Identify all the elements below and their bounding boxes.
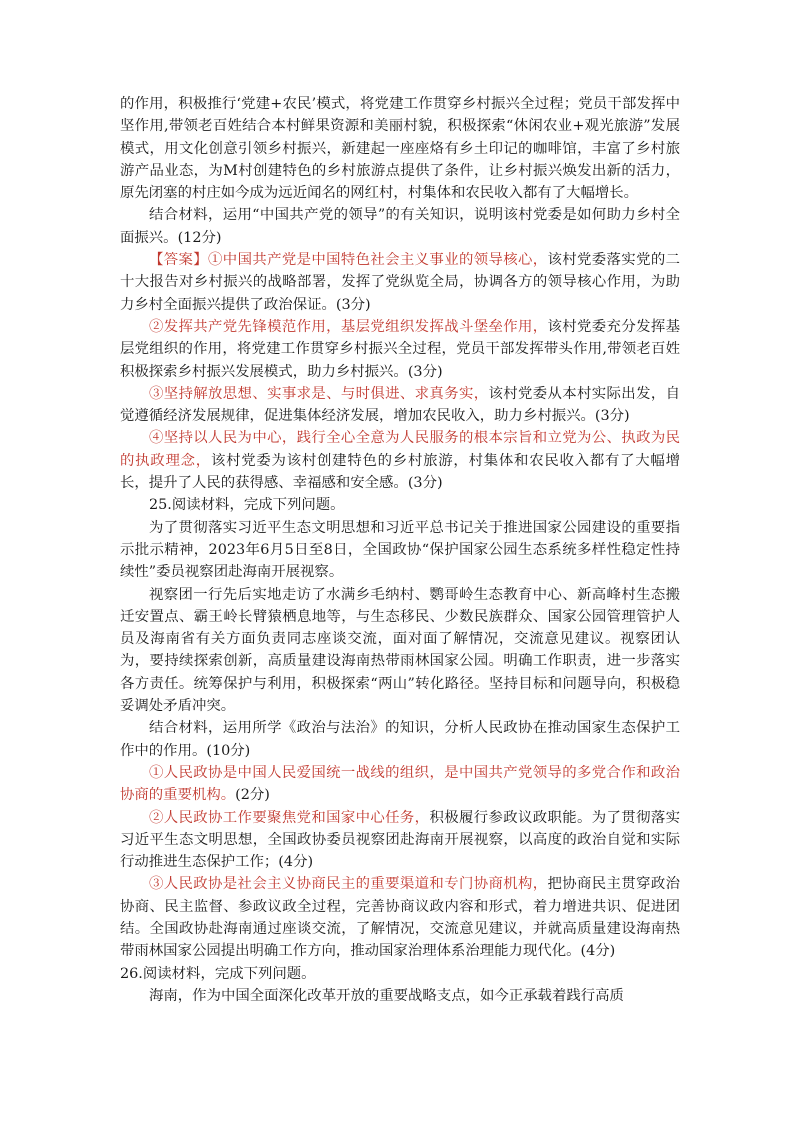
answer-25-point-1 [120, 762, 680, 807]
answer-keypoint: ②人民政协工作要聚焦党和国家中心任务， [149, 809, 430, 826]
answer-keypoint: ③坚持解放思想、实事求是、与时俱进、求真务实， [149, 385, 489, 402]
material-26-paragraph-1: 海南，作为中国全面深化改革开放的重要战略支点，如今正承载着践行高质 [149, 987, 624, 1004]
answer-explanation: 该村党委充分发挥基层党组织的作用，将党建工作贯穿乡村振兴全过程，党员干部发挥带头作用,带领老百姓积极探索乡村振兴发展模式，助力乡村振兴。(3分) [120, 318, 680, 380]
document-body [120, 93, 680, 1007]
answer-explanation: 该村党委从本村实际出发，自觉遵循经济发展规律，促进集体经济发展，增加农民收入，助力乡村振兴。(3分) [120, 385, 680, 425]
question-25-heading: 25.阅读材料，完成下列问题。 [149, 497, 345, 514]
answer-keypoint: ③人民政协是社会主义协商民主的重要渠道和专门协商机构， [149, 876, 548, 893]
answer-point-2 [120, 316, 680, 383]
material-25-paragraph-1: 为了贯彻落实习近平生态文明思想和习近平总书记关于推进国家公园建设的重要指示批示精神，2023年6月5日至8日，全国政协“保护国家公园生态系统多样性稳定性持续性”委员视察团赴海南开展视察。 [120, 519, 680, 581]
paragraph-1: 的作用，积极推行‘党建+农民’模式，将党建工作贯穿乡村振兴全过程；党员干部发挥中坚作用,带领老百姓结合本村鲜果资源和美丽村貌，积极探索“休闲农业+观光旅游”发展模式，用文化创意引领乡村振兴，新建起一座座烙有乡土印记的咖啡馆，丰富了乡村旅游产品业态，为M村创建特色的乡村旅游点提供了条件，让乡村振兴焕发出新的活力，原先闭塞的村庄如今成为远近闻名的网红村，村集体和农民收入都有了大幅增长。 [120, 96, 680, 202]
material-25-paragraph-2: 视察团一行先后实地走访了水满乡毛纳村、鹦哥岭生态教育中心、新高峰村生态搬迁安置点、霸王岭长臂猿栖息地等，与生态移民、少数民族群众、国家公园管理管护人员及海南省有关方面负责同志座谈交流，面对面了解情况，交流意见建议。视察团认为，要持续探索创新，高质量建设海南热带雨林国家公园。明确工作职责，进一步落实各方责任。统筹保护与利用，积极探索“两山”转化路径。坚持目标和问题导向，积极稳妥调处矛盾冲突。 [120, 586, 680, 715]
answer-explanation: 把协商民主贯穿政治协商、民主监督、参政议政全过程，完善协商议政内容和形式，着力增进共识、促进团结。全国政协赴海南通过座谈交流，了解情况，交流意见建议，并就高质量建设海南热带雨林国家公园提出明确工作方向，推动国家治理体系治理能力现代化。(4分) [120, 876, 680, 960]
answer-tag: 【答案】 [149, 252, 209, 269]
question-24-prompt: 结合材料，运用“中国共产党的领导”的有关知识，说明该村党委是如何助力乡村全面振兴。(12分) [120, 207, 680, 246]
answer-keypoint: ④坚持以人民为中心，践行全心全意为人民服务的根本宗旨和立党为公、执政为民的执政理念， [120, 430, 680, 469]
question-25-prompt: 结合材料，运用所学《政治与法治》的知识，分析人民政协在推动国家生态保护工作中的作用。(10分) [120, 720, 680, 759]
question-26-heading: 26.阅读材料，完成下列问题。 [120, 965, 316, 982]
answer-explanation: 积极履行参政议政职能。为了贯彻落实习近平生态文明思想，全国政协委员视察团赴海南开展视察，以高度的政治自觉和实际行动推进生态保护工作；(4分) [120, 809, 680, 871]
answer-explanation: 该村党委落实党的二十大报告对乡村振兴的战略部署，发挥了党纵览全局，协调各方的领导核心作用，为助力乡村全面振兴提供了政治保证。(3分) [120, 252, 680, 313]
answer-keypoint: ①人民政协是中国人民爱国统一战线的组织，是中国共产党领导的多党合作和政治协商的重要机构。 [120, 764, 680, 804]
answer-point-1 [120, 249, 680, 316]
answer-explanation: 该村党委为该村创建特色的乡村旅游，村集体和农民收入都有了大幅增长，提升了人民的获得感、幸福感和安全感。(3分) [120, 452, 680, 492]
answer-keypoint: ①中国共产党是中国特色社会主义事业的领导核心， [208, 252, 548, 269]
answer-explanation: (2分) [235, 787, 270, 804]
answer-keypoint: ②发挥共产党先锋模范作用，基层党组织发挥战斗堡垒作用， [149, 318, 548, 335]
answer-point-4 [120, 427, 680, 494]
answer-25-point-2 [120, 807, 680, 874]
answer-25-point-3 [120, 873, 680, 962]
answer-point-3 [120, 383, 680, 428]
